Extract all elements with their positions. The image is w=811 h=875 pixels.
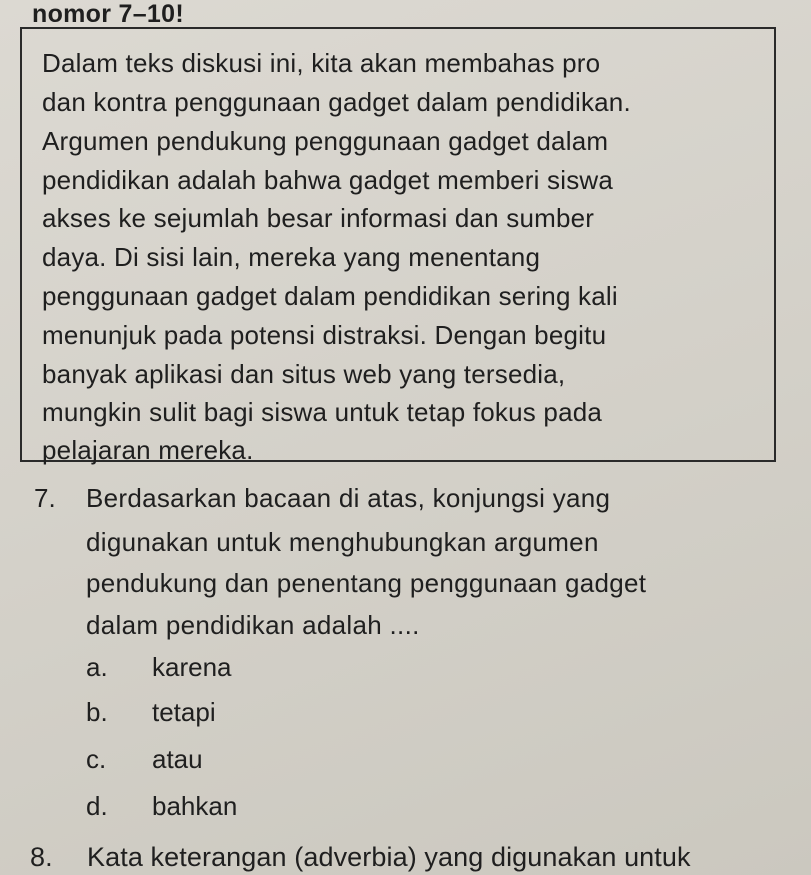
passage-line: pendidikan adalah bahwa gadget memberi siswa <box>42 165 614 195</box>
question-8 <box>30 842 691 873</box>
option-letter: a. <box>86 652 108 682</box>
question-number: 7. <box>34 483 56 513</box>
passage-line: akses ke sejumlah besar informasi dan sumber <box>42 203 595 233</box>
passage-line: dan kontra penggunaan gadget dalam pendidikan. <box>42 87 631 117</box>
option-text: bahkan <box>152 791 238 821</box>
passage-line: daya. Di sisi lain, mereka yang menentang <box>42 242 541 272</box>
passage-line: banyak aplikasi dan situs web yang tersedia, <box>42 359 566 389</box>
question-line: Berdasarkan bacaan di atas, konjungsi yang <box>86 483 611 513</box>
passage-line: mungkin sulit bagi siswa untuk tetap fokus pada <box>42 397 603 427</box>
question-number: 8. <box>30 842 53 872</box>
question-line: digunakan untuk menghubungkan argumen <box>86 527 599 557</box>
passage-line: Dalam teks diskusi ini, kita akan membahas pro <box>42 48 601 78</box>
option-letter: b. <box>86 697 108 727</box>
page-title: nomor 7–10! <box>32 0 184 28</box>
option-text: tetapi <box>152 697 216 727</box>
option-letter: c. <box>86 744 107 774</box>
option-text: karena <box>152 652 232 682</box>
passage-line: pelajaran mereka. <box>42 435 254 465</box>
option-text: atau <box>152 744 203 774</box>
question-line: dalam pendidikan adalah .... <box>86 610 420 640</box>
question-line: pendukung dan penentang penggunaan gadget <box>86 568 647 598</box>
question-line: Kata keterangan (adverbia) yang digunakan untuk <box>87 842 691 872</box>
passage-line: penggunaan gadget dalam pendidikan sering kali <box>42 281 618 311</box>
passage-line: menunjuk pada potensi distraksi. Dengan begitu <box>42 320 607 350</box>
passage-line: Argumen pendukung penggunaan gadget dalam <box>42 126 609 156</box>
option-letter: d. <box>86 791 108 821</box>
